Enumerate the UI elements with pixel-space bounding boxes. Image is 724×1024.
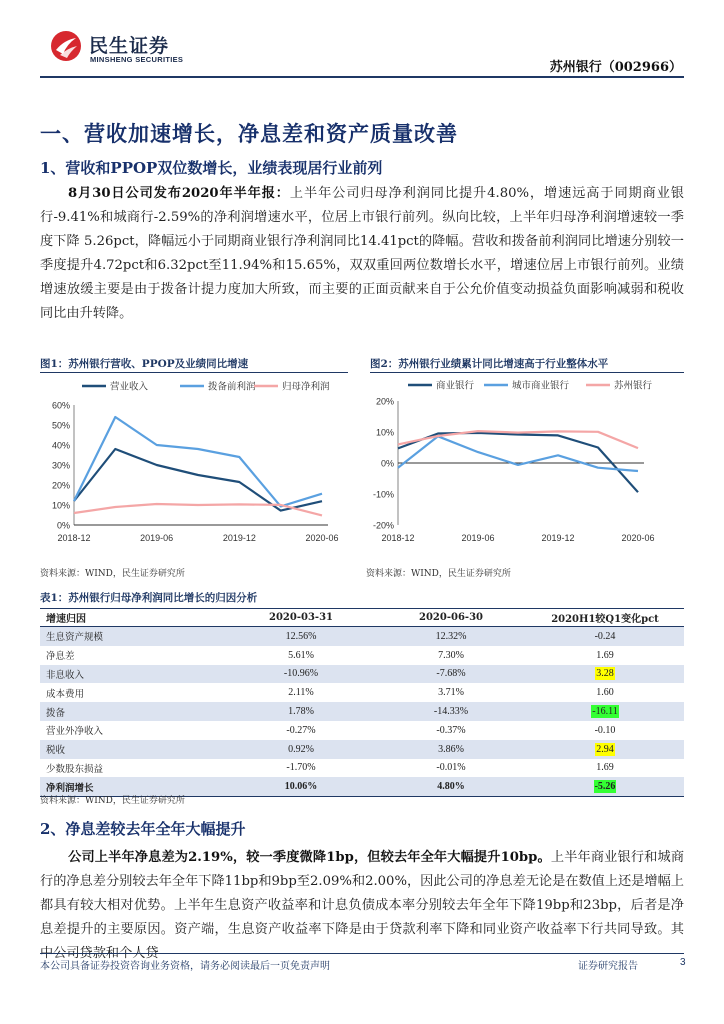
paragraph-2-text: 上半年商业银行和城商行的净息差分别较去年全年下降11bp和9bp至2.09%和2.00%，因此公司的净息差无论是在数值上还是增幅上都具有较大相对优势。上半年生息资产收益率和计息负债成本率分别较去年全年下降19bp和23bp，后者是净息差提升的主要原因。资产端，生息资产收益率下降是由于贷款利率下降和同业资产收益率下行共同导致。其中公司贷款和个人贷: [40, 850, 685, 961]
company-ticker: 苏州银行（002966）: [549, 60, 682, 75]
series-line: [74, 449, 322, 511]
q1-value: 0.92%: [226, 740, 376, 759]
change-value: [526, 665, 684, 684]
y-tick-label: 10%: [375, 427, 394, 438]
highlight-green: -5.26: [594, 781, 616, 793]
h1-value: 4.80%: [376, 777, 526, 796]
row-label: 营业外净收入: [46, 726, 104, 738]
row-label: 拨备: [40, 702, 226, 721]
q1-value: 5.61%: [288, 649, 314, 661]
section-1-2-title: 2、净息差较去年全年大幅提升: [40, 820, 246, 838]
table-row: [40, 740, 684, 759]
legend-label: 城市商业银行: [512, 380, 570, 392]
table-row: [40, 683, 684, 702]
legend-label: 商业银行: [436, 380, 475, 392]
x-tick-label: 2019-06: [140, 533, 174, 543]
figure-2-chart: [368, 375, 684, 550]
h1-value: 3.86%: [376, 740, 526, 759]
logo-english-name: MINSHENG SECURITIES: [90, 55, 184, 64]
figure-2-rule: [370, 372, 684, 373]
row-label: 净息差: [46, 651, 75, 663]
x-tick-label: 2018-12: [381, 533, 415, 543]
section-1-title: 一、营收加速增长，净息差和资产质量改善: [40, 121, 458, 146]
table-row: [40, 702, 684, 721]
change-value: 1.69: [596, 762, 614, 774]
q1-value: -0.27%: [286, 724, 316, 736]
table-header-cell: 2020-03-31: [226, 609, 376, 627]
figure-1-chart: [40, 375, 350, 550]
change-value: -0.24: [526, 627, 684, 646]
y-tick-label: 0%: [380, 458, 394, 469]
y-tick-label: 0%: [56, 520, 70, 531]
attribution-table: [40, 608, 684, 797]
table-row: [40, 646, 684, 665]
q1-value: 1.78%: [226, 702, 376, 721]
q1-value: 12.56%: [226, 627, 376, 646]
y-tick-label: 50%: [51, 420, 70, 431]
table-header-row: [40, 609, 684, 627]
row-label: 成本费用: [46, 688, 85, 700]
y-tick-label: 10%: [51, 500, 70, 511]
row-label: 非息收入: [40, 665, 226, 684]
y-tick-label: -10%: [372, 489, 394, 500]
x-tick-label: 2019-12: [222, 533, 256, 543]
highlight-green: -16.11: [592, 706, 618, 718]
h1-value: 7.30%: [438, 649, 464, 661]
table-row: [40, 721, 684, 740]
table-row: [40, 665, 684, 684]
table-header-cell: 增速归因: [40, 609, 226, 627]
figure-1-title: 图1：苏州银行营收、PPOP及业绩同比增速: [40, 358, 249, 370]
series-line: [74, 417, 322, 506]
h1-value: 12.32%: [376, 627, 526, 646]
minsheng-logo-icon: [50, 30, 82, 62]
table-header-cell: 2020-06-30: [376, 609, 526, 627]
y-tick-label: 30%: [51, 460, 70, 471]
row-label: 生息资产规模: [40, 627, 226, 646]
row-label: 净利润增长: [40, 777, 226, 796]
x-tick-label: 2020-06: [621, 533, 655, 543]
figure-2-title: 图2：苏州银行业绩累计同比增速高于行业整体水平: [370, 358, 609, 370]
section-1-1-title: 1、营收和PPOP双位数增长，业绩表现居行业前列: [40, 159, 383, 177]
page-number: 3: [680, 957, 686, 968]
row-label: 税收: [40, 740, 226, 759]
row-label: 少数股东损益: [46, 763, 104, 775]
paragraph-2-lead: 公司上半年净息差为2.19%，较一季度微降1bp，但较去年全年大幅提升10bp。: [68, 850, 551, 865]
h1-value: -0.37%: [436, 724, 466, 736]
footer-report-type: 证券研究报告: [578, 961, 638, 972]
paragraph-1-lead: 8月30日公司发布2020年半年报：: [68, 186, 290, 201]
change-value: [526, 702, 684, 721]
y-tick-label: 60%: [51, 400, 70, 411]
figure-1-source: 资料来源：WIND，民生证券研究所: [40, 569, 185, 579]
legend-label: 营业收入: [110, 381, 149, 393]
header-divider: [40, 76, 684, 78]
paragraph-1-text: 上半年公司归母净利润同比提升4.80%，增速远高于同期商业银行-9.41%和城商行-2.59%的净利润增速水平，位居上市银行前列。纵向比较，上半年归母净利润增速较一季度下降 5.26pct，降幅远小于同期商业银行净利润同比14.41pct的降幅。营收和拨备前利润同比增速分别较一季度提升4.72pct和6.32pct至11.94%和15.65%，双双重回两位数增长水平，增速位居上市银行前列。业绩增速放缓主要是由于拨备计提力度加大所致，而主要的正面贡献来自于公允价值变动损益负面影响减弱和税收同比由升转降。: [40, 186, 684, 321]
change-value: [526, 740, 684, 759]
table-header-cell: 2020H1较Q1变化pct: [526, 609, 684, 627]
legend-label: 苏州银行: [614, 380, 653, 392]
legend-label: 拨备前利润: [208, 381, 256, 393]
h1-value: -14.33%: [376, 702, 526, 721]
logo-chinese-name: 民生证券: [89, 36, 170, 57]
table-row: [40, 759, 684, 778]
paragraph-1: [40, 182, 684, 326]
y-tick-label: 40%: [51, 440, 70, 451]
table-1-source: 资料来源：WIND，民生证券研究所: [40, 796, 185, 806]
x-tick-label: 2019-06: [461, 533, 495, 543]
footer-disclaimer: 本公司具备证券投资咨询业务资格，请务必阅读最后一页免责声明: [40, 961, 330, 972]
change-value: 1.60: [596, 687, 614, 699]
footer-divider: [40, 953, 684, 954]
change-value: -0.10: [594, 724, 616, 736]
y-tick-label: 20%: [51, 480, 70, 491]
x-tick-label: 2019-12: [541, 533, 575, 543]
table-row: [40, 627, 684, 646]
y-tick-label: -20%: [372, 520, 394, 531]
q1-value: 10.06%: [226, 777, 376, 796]
series-line: [398, 436, 638, 471]
x-tick-label: 2018-12: [57, 533, 91, 543]
highlight-yellow: 2.94: [596, 743, 614, 755]
x-tick-label: 2020-06: [305, 533, 339, 543]
h1-value: 3.71%: [438, 687, 464, 699]
h1-value: -7.68%: [376, 665, 526, 684]
y-tick-label: 20%: [375, 396, 394, 407]
table-1-title: 表1：苏州银行归母净利润同比增长的归因分析: [40, 592, 258, 604]
q1-value: -10.96%: [226, 665, 376, 684]
figure-1-rule: [40, 372, 348, 373]
legend-label: 归母净利润: [282, 381, 330, 393]
q1-value: 2.11%: [288, 687, 314, 699]
paragraph-2: [40, 846, 684, 966]
change-value: 1.69: [596, 649, 614, 661]
highlight-yellow: 3.28: [596, 668, 614, 680]
change-value: [526, 777, 684, 796]
h1-value: -0.01%: [436, 762, 466, 774]
q1-value: -1.70%: [286, 762, 316, 774]
figure-2-source: 资料来源：WIND，民生证券研究所: [366, 569, 511, 579]
